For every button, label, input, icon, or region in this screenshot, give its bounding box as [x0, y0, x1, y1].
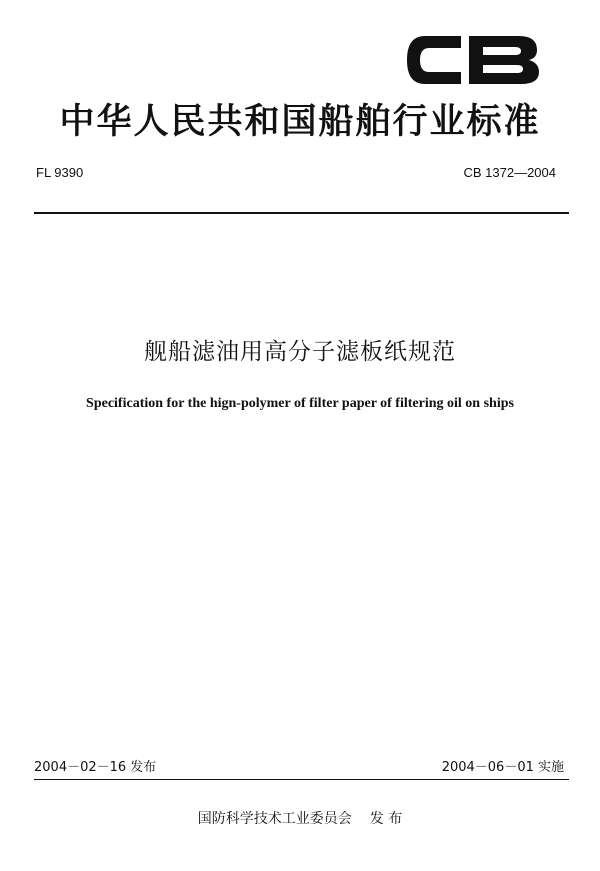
- footer-divider: [34, 779, 569, 780]
- issuing-authority: [0, 808, 600, 828]
- standard-category-title: 中华人民共和国船舶行业标准: [59, 102, 541, 142]
- header-divider: [34, 212, 569, 214]
- document-title-chinese: 舰船滤油用高分子滤板纸规范: [144, 339, 456, 365]
- classification-code: FL 9390: [36, 165, 84, 180]
- implementation-date: 2004－06－01 实施: [441, 760, 564, 775]
- standard-number: CB 1372—2004: [463, 165, 556, 180]
- cb-logo: [403, 30, 543, 90]
- issue-date: 2004－02－16 发布: [34, 760, 157, 775]
- document-title-english: Specification for the hign-polymer of filter paper of filtering oil on ships: [86, 396, 514, 411]
- issuer-name: 国防科学技术工业委员会: [197, 811, 352, 827]
- issued-label: 发 布: [369, 811, 403, 827]
